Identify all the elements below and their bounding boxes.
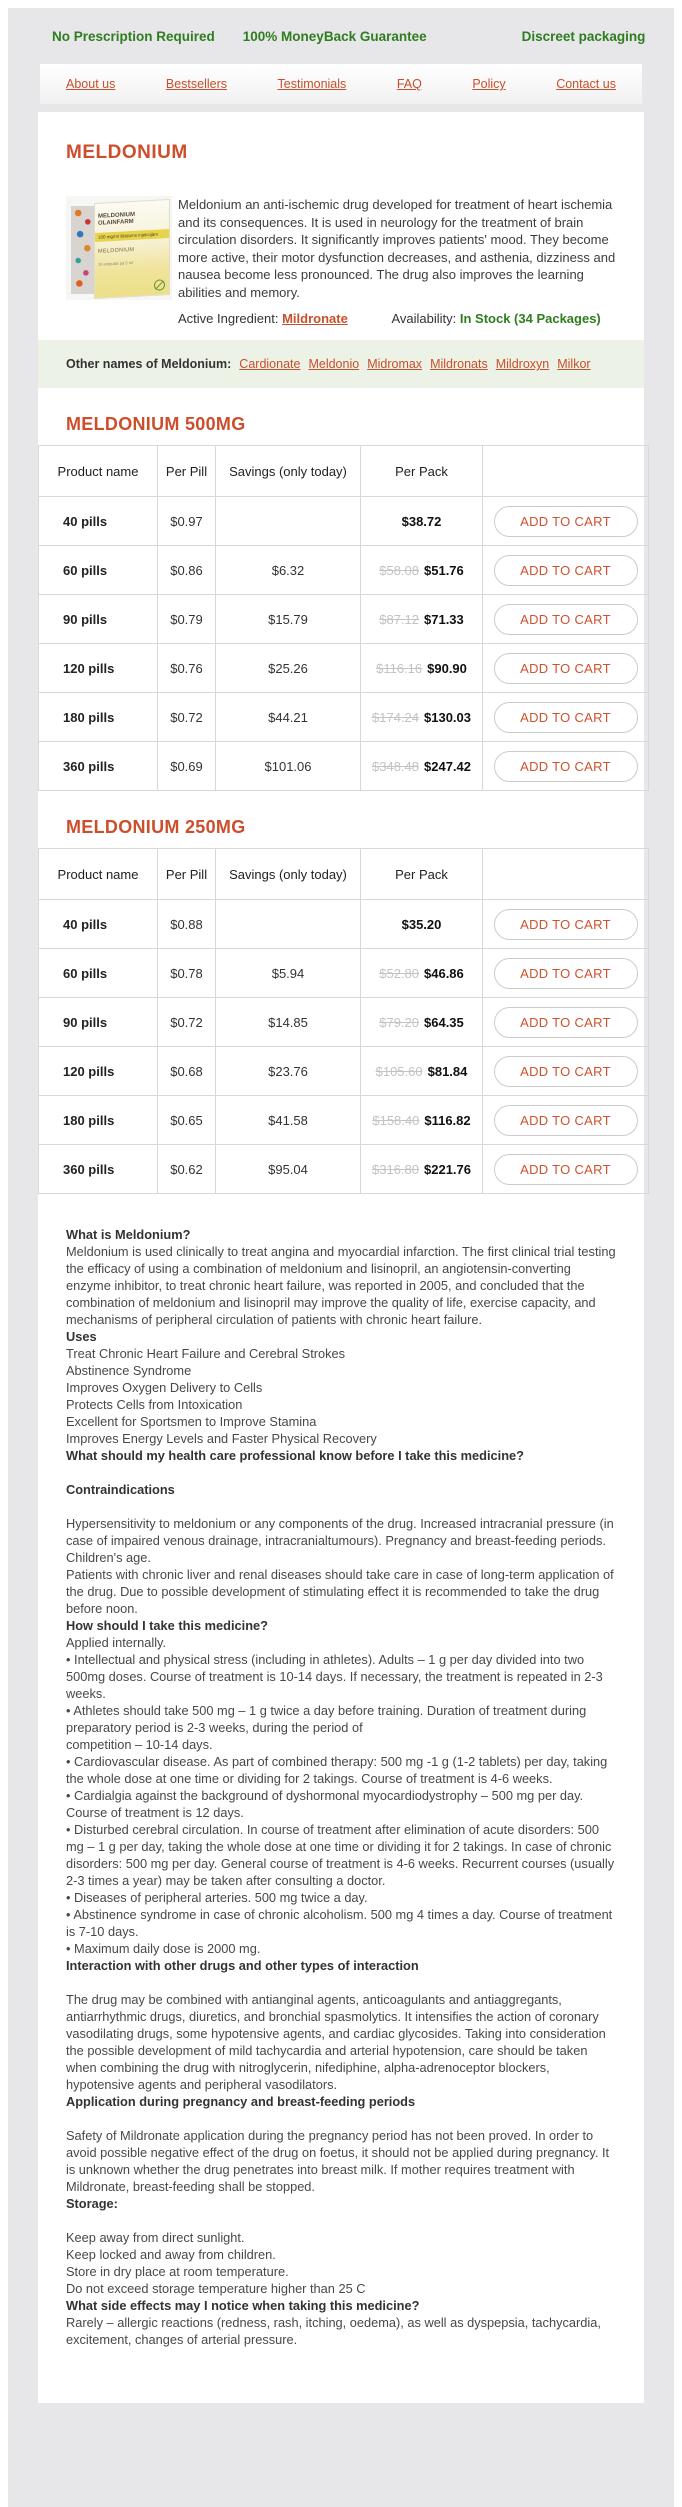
info-text: Protects Cells from Intoxication bbox=[66, 1397, 243, 1412]
old-price: $316.80 bbox=[372, 1161, 419, 1177]
section-title-250mg: MELDONIUM 250MG bbox=[66, 817, 246, 837]
info-text: Keep locked and away from children. bbox=[66, 2247, 276, 2262]
cell-per-pack bbox=[361, 900, 483, 949]
cell-per-pill: $0.76 bbox=[158, 644, 216, 693]
cell-product-name: 40 pills bbox=[39, 497, 158, 546]
cell-per-pill: $0.79 bbox=[158, 595, 216, 644]
cell-per-pill: $0.65 bbox=[158, 1096, 216, 1145]
info-text: Do not exceed storage temperature higher than 25 C bbox=[66, 2281, 366, 2296]
info-text: • Diseases of peripheral arteries. 500 mg twice a day. bbox=[66, 1890, 368, 1905]
price-row bbox=[39, 998, 649, 1047]
info-heading: How should I take this medicine? bbox=[66, 1618, 268, 1633]
info-spacer bbox=[66, 2212, 616, 2229]
info-heading: What is Meldonium? bbox=[66, 1227, 191, 1242]
col-per-pack: Per Pack bbox=[361, 849, 483, 900]
cell-cart bbox=[483, 693, 649, 742]
active-ingredient-link[interactable]: Mildronate bbox=[282, 311, 348, 326]
price-table-header-row bbox=[39, 446, 649, 497]
col-cart bbox=[483, 446, 649, 497]
pills-pattern-decoration bbox=[71, 206, 95, 294]
drug-information bbox=[66, 1226, 616, 2348]
info-text: • Maximum daily dose is 2000 mg. bbox=[66, 1941, 261, 1956]
info-text: Meldonium is used clinically to treat angina and myocardial infarction. The first clinical trial testing the efficacy of using a combination of meldonium and lisinopril, an angiotensin-converting enzyme inhibitor, to treat chronic heart failure, was reported in 2005, and concluded that the combination of meldonium and lisinopril may improve the quality of life, exercise capacity, and mechanisms of peripheral circulation of patients with chronic heart failure. bbox=[66, 1244, 616, 1327]
other-name-link-mildroxyn[interactable]: Mildroxyn bbox=[495, 357, 550, 371]
add-to-cart-button[interactable]: ADD TO CART bbox=[494, 958, 638, 989]
pack-price: $221.76 bbox=[424, 1161, 471, 1177]
info-text: Improves Energy Levels and Faster Physical Recovery bbox=[66, 1431, 377, 1446]
info-heading: Interaction with other drugs and other types of interaction bbox=[66, 1958, 419, 1973]
product-overview bbox=[66, 196, 616, 301]
info-text: Rarely – allergic reactions (redness, rash, itching, oedema), as well as dyspepsia, tachycardia, excitement, changes of arterial pressure. bbox=[66, 2315, 601, 2347]
info-spacer bbox=[66, 1464, 616, 1481]
pack-price: $64.35 bbox=[424, 1014, 464, 1030]
price-table-500mg bbox=[38, 445, 649, 791]
cell-product-name: 120 pills bbox=[39, 644, 158, 693]
cell-savings: $101.06 bbox=[216, 742, 361, 791]
availability-label: Availability: bbox=[391, 311, 457, 326]
info-heading: What should my health care professional know before I take this medicine? bbox=[66, 1448, 524, 1463]
price-table-header-row bbox=[39, 849, 649, 900]
info-heading: What side effects may I notice when taking this medicine? bbox=[66, 2298, 420, 2313]
info-spacer bbox=[66, 2110, 616, 2127]
cell-per-pill: $0.78 bbox=[158, 949, 216, 998]
add-to-cart-button[interactable]: ADD TO CART bbox=[494, 1056, 638, 1087]
old-price: $87.12 bbox=[379, 611, 419, 627]
other-names-bar bbox=[38, 340, 644, 388]
info-text: The drug may be combined with antianginal agents, anticoagulants and antiaggregants, antiarrhythmic drugs, diuretics, and bronchial spasmolytics. It intensifies the action of coronary vasodilating drugs, some hypotensive agents, and cardiac glycosides. Taking into consideration the possible development of mild tachycardia and arterial hypotension, care should be taken when combining the drug with nitroglycerin, nifediphine, alpha-adrenoceptor blockers, hypotensive agents and peripheral vasodilators. bbox=[66, 1992, 606, 2092]
info-text: Safety of Mildronate application during the pregnancy period has not been proved. In order to avoid possible negative effect of the drug on foetus, it should not be applied during pregnancy. It is unknown whether the drug penetrates into breast milk. If mother requires treatment with Mildronate, breast-feeding shall be stopped. bbox=[66, 2128, 610, 2194]
cell-per-pill: $0.88 bbox=[158, 900, 216, 949]
old-price: $79.20 bbox=[379, 1014, 419, 1030]
old-price: $174.24 bbox=[372, 709, 419, 725]
cell-cart bbox=[483, 497, 649, 546]
other-name-link-milkor[interactable]: Milkor bbox=[557, 357, 591, 371]
cell-per-pack bbox=[361, 1096, 483, 1145]
manufacturer-logo-icon bbox=[154, 279, 165, 291]
info-text: Keep away from direct sunlight. bbox=[66, 2230, 245, 2245]
price-row bbox=[39, 546, 649, 595]
add-to-cart-button[interactable]: ADD TO CART bbox=[494, 604, 638, 635]
cell-product-name: 120 pills bbox=[39, 1047, 158, 1096]
cell-savings: $25.26 bbox=[216, 644, 361, 693]
page-title: MELDONIUM bbox=[66, 142, 188, 163]
cell-savings: $44.21 bbox=[216, 693, 361, 742]
add-to-cart-button[interactable]: ADD TO CART bbox=[494, 1154, 638, 1185]
main-nav bbox=[40, 64, 642, 104]
pack-price: $90.90 bbox=[427, 660, 467, 676]
cell-cart bbox=[483, 546, 649, 595]
cell-per-pill: $0.86 bbox=[158, 546, 216, 595]
info-text: Excellent for Sportsmen to Improve Stamina bbox=[66, 1414, 317, 1429]
price-row bbox=[39, 742, 649, 791]
cell-savings bbox=[216, 497, 361, 546]
col-per-pill: Per Pill bbox=[158, 849, 216, 900]
cell-per-pill: $0.62 bbox=[158, 1145, 216, 1194]
promo-no-prescription: No Prescription Required bbox=[52, 28, 215, 44]
box-ampoules-text: 10 ampulas pa 5 ml bbox=[98, 259, 133, 267]
active-ingredient-label: Active Ingredient: bbox=[178, 311, 279, 326]
section-title-500mg: MELDONIUM 500MG bbox=[66, 414, 246, 434]
info-text: Treat Chronic Heart Failure and Cerebral Strokes bbox=[66, 1346, 346, 1361]
col-cart bbox=[483, 849, 649, 900]
info-text: Abstinence Syndrome bbox=[66, 1363, 192, 1378]
box-brand-text: MELDONIUM OLAINFARM bbox=[98, 211, 135, 227]
add-to-cart-button[interactable]: ADD TO CART bbox=[494, 751, 638, 782]
info-text: • Disturbed cerebral circulation. In course of treatment after elimination of acute disorders: 500 mg – 1 g per day, taking the whole dose at one time or dividing it for 2 takings. In case of chronic disorders: 500 mg per day. General course of treatment is 4-6 weeks. Recurrent courses (usually 2-3 times a year) may be taken after consulting a doctor. bbox=[66, 1822, 615, 1888]
info-text: Hypersensitivity to meldonium or any components of the drug. Increased intracranial pressure (in case of impaired venous drainage, intracranialtumours). Pregnancy and breast-feeding periods. Children's age. bbox=[66, 1516, 614, 1565]
nav-link-contact[interactable]: Contact us bbox=[556, 77, 616, 91]
add-to-cart-button[interactable]: ADD TO CART bbox=[494, 506, 638, 537]
info-text: • Abstinence syndrome in case of chronic alcoholism. 500 mg 4 times a day. Course of treatment is 7-10 days. bbox=[66, 1907, 613, 1939]
cell-per-pack bbox=[361, 693, 483, 742]
availability-status: In Stock (34 Packages) bbox=[459, 311, 601, 326]
promo-topbar bbox=[8, 8, 674, 64]
other-name-link-cardionate[interactable]: Cardionate bbox=[239, 357, 301, 371]
cell-savings: $15.79 bbox=[216, 595, 361, 644]
product-box-image bbox=[66, 196, 172, 300]
add-to-cart-button[interactable]: ADD TO CART bbox=[494, 909, 638, 940]
old-price: $58.08 bbox=[379, 562, 419, 578]
other-name-link-midromax[interactable]: Midromax bbox=[367, 357, 423, 371]
pack-price: $35.20 bbox=[401, 916, 442, 932]
add-to-cart-button[interactable]: ADD TO CART bbox=[494, 1105, 638, 1136]
old-price: $348.48 bbox=[372, 758, 419, 774]
cell-product-name: 180 pills bbox=[39, 1096, 158, 1145]
cell-per-pill: $0.69 bbox=[158, 742, 216, 791]
old-price: $105.60 bbox=[375, 1063, 423, 1079]
price-row bbox=[39, 1047, 649, 1096]
cell-savings bbox=[216, 900, 361, 949]
cell-cart bbox=[483, 949, 649, 998]
cell-per-pack bbox=[361, 595, 483, 644]
price-row bbox=[39, 1096, 649, 1145]
col-product-name: Product name bbox=[39, 446, 158, 497]
cell-per-pack bbox=[361, 998, 483, 1047]
price-row bbox=[39, 595, 649, 644]
price-row bbox=[39, 497, 649, 546]
cell-savings: $41.58 bbox=[216, 1096, 361, 1145]
pack-price: $130.03 bbox=[424, 709, 471, 725]
col-per-pack: Per Pack bbox=[361, 446, 483, 497]
cell-savings: $95.04 bbox=[216, 1145, 361, 1194]
cell-cart bbox=[483, 900, 649, 949]
info-text: • Athletes should take 500 mg – 1 g twice a day before training. Duration of treatment during preparatory period is 2-3 weeks, during the period of bbox=[66, 1703, 587, 1735]
info-text: • Intellectual and physical stress (including in athletes). Adults – 1 g per day divided into two 500mg doses. Course of treatment is 10-14 days. If necessary, the treatment is repeated in 2-3 weeks. bbox=[66, 1652, 603, 1701]
main-panel bbox=[38, 112, 644, 2403]
product-description: Meldonium an anti-ischemic drug developed for treatment of heart ischemia and its consequences. It is used in neurology for the treatment of brain circulation disorders. It significantly improves patients' mood. They become more active, their motor dysfunction decreases, and asthenia, dizziness and nausea become less pronounced. The drug also improves the learning abilities and memory. bbox=[178, 197, 616, 300]
cell-per-pack bbox=[361, 1047, 483, 1096]
price-row bbox=[39, 1145, 649, 1194]
info-spacer bbox=[66, 1974, 616, 1991]
cell-per-pack bbox=[361, 742, 483, 791]
old-price: $158.40 bbox=[372, 1112, 420, 1128]
nav-link-bestsellers[interactable]: Bestsellers bbox=[165, 77, 227, 91]
cell-cart bbox=[483, 595, 649, 644]
cell-cart bbox=[483, 1145, 649, 1194]
cell-cart bbox=[483, 1096, 649, 1145]
cell-per-pill: $0.72 bbox=[158, 693, 216, 742]
pack-price: $46.86 bbox=[424, 965, 464, 981]
info-heading: Contraindications bbox=[66, 1482, 175, 1497]
nav-link-faq[interactable]: FAQ bbox=[396, 77, 422, 91]
cell-savings: $6.32 bbox=[216, 546, 361, 595]
box-dose-text: 100 mg/ml šķīdums injekcijām bbox=[95, 229, 169, 242]
cell-product-name: 180 pills bbox=[39, 693, 158, 742]
col-product-name: Product name bbox=[39, 849, 158, 900]
cell-savings: $23.76 bbox=[216, 1047, 361, 1096]
price-row bbox=[39, 900, 649, 949]
page-background bbox=[8, 8, 674, 2507]
info-text: competition – 10-14 days. bbox=[66, 1737, 213, 1752]
info-text: Improves Oxygen Delivery to Cells bbox=[66, 1380, 263, 1395]
cell-savings: $5.94 bbox=[216, 949, 361, 998]
cell-per-pack bbox=[361, 546, 483, 595]
info-spacer bbox=[66, 1498, 616, 1515]
cell-per-pill: $0.68 bbox=[158, 1047, 216, 1096]
price-row bbox=[39, 693, 649, 742]
add-to-cart-button[interactable]: ADD TO CART bbox=[494, 1007, 638, 1038]
info-text: • Cardiovascular disease. As part of combined therapy: 500 mg -1 g (1-2 tablets) per day, taking the whole dose at one time or dividing for 2 takings. Course of treatment is 4-6 weeks. bbox=[66, 1754, 608, 1786]
cell-product-name: 90 pills bbox=[39, 998, 158, 1047]
cell-cart bbox=[483, 742, 649, 791]
promo-discreet: Discreet packaging bbox=[521, 28, 646, 44]
pack-price: $51.76 bbox=[424, 562, 464, 578]
cell-product-name: 90 pills bbox=[39, 595, 158, 644]
col-per-pill: Per Pill bbox=[158, 446, 216, 497]
cell-per-pill: $0.72 bbox=[158, 998, 216, 1047]
price-table-250mg bbox=[38, 848, 649, 1194]
cell-product-name: 60 pills bbox=[39, 949, 158, 998]
add-to-cart-button[interactable]: ADD TO CART bbox=[494, 702, 638, 733]
cell-product-name: 60 pills bbox=[39, 546, 158, 595]
price-row bbox=[39, 949, 649, 998]
other-names-label: Other names of Meldonium: bbox=[66, 357, 232, 371]
medicine-box-face bbox=[94, 199, 170, 299]
cell-per-pill: $0.97 bbox=[158, 497, 216, 546]
info-heading: Uses bbox=[66, 1329, 97, 1344]
pack-price: $38.72 bbox=[401, 513, 442, 529]
info-text: • Cardialgia against the background of dyshormonal myocardiodystrophy – 500 mg per day. Course of treatment is 12 days. bbox=[66, 1788, 584, 1820]
add-to-cart-button[interactable]: ADD TO CART bbox=[494, 555, 638, 586]
cell-product-name: 40 pills bbox=[39, 900, 158, 949]
info-heading: Storage: bbox=[66, 2196, 118, 2211]
cell-product-name: 360 pills bbox=[39, 1145, 158, 1194]
box-name-text: MELDONIUM bbox=[98, 246, 135, 255]
cell-product-name: 360 pills bbox=[39, 742, 158, 791]
ingredient-availability-row bbox=[178, 311, 616, 326]
col-savings: Savings (only today) bbox=[216, 446, 361, 497]
cell-savings: $14.85 bbox=[216, 998, 361, 1047]
pack-price: $71.33 bbox=[424, 611, 464, 627]
info-text: Patients with chronic liver and renal diseases should take care in case of long-term application of the drug. Due to possible development of stimulating effect it is recommended to take the drug before noon. bbox=[66, 1567, 614, 1616]
cell-cart bbox=[483, 644, 649, 693]
cell-per-pack bbox=[361, 1145, 483, 1194]
old-price: $52.80 bbox=[379, 965, 419, 981]
price-row bbox=[39, 644, 649, 693]
cell-per-pack bbox=[361, 497, 483, 546]
cell-cart bbox=[483, 1047, 649, 1096]
add-to-cart-button[interactable]: ADD TO CART bbox=[494, 653, 638, 684]
info-text: Applied internally. bbox=[66, 1635, 167, 1650]
cell-per-pack bbox=[361, 644, 483, 693]
cell-cart bbox=[483, 998, 649, 1047]
product-image-column bbox=[66, 196, 178, 301]
pack-price: $81.84 bbox=[427, 1063, 468, 1079]
pack-price: $247.42 bbox=[424, 758, 471, 774]
old-price: $116.16 bbox=[376, 660, 423, 676]
other-name-link-mildronats[interactable]: Mildronats bbox=[430, 357, 488, 371]
cell-per-pack bbox=[361, 949, 483, 998]
nav-link-policy[interactable]: Policy bbox=[472, 77, 506, 91]
other-name-link-meldonio[interactable]: Meldonio bbox=[308, 357, 360, 371]
nav-link-about[interactable]: About us bbox=[66, 77, 116, 91]
promo-moneyback: 100% MoneyBack Guarantee bbox=[242, 28, 427, 44]
pack-price: $116.82 bbox=[424, 1112, 471, 1128]
nav-link-testimonials[interactable]: Testimonials bbox=[277, 77, 347, 91]
col-savings: Savings (only today) bbox=[216, 849, 361, 900]
info-text: Store in dry place at room temperature. bbox=[66, 2264, 289, 2279]
info-heading: Application during pregnancy and breast-feeding periods bbox=[66, 2094, 416, 2109]
